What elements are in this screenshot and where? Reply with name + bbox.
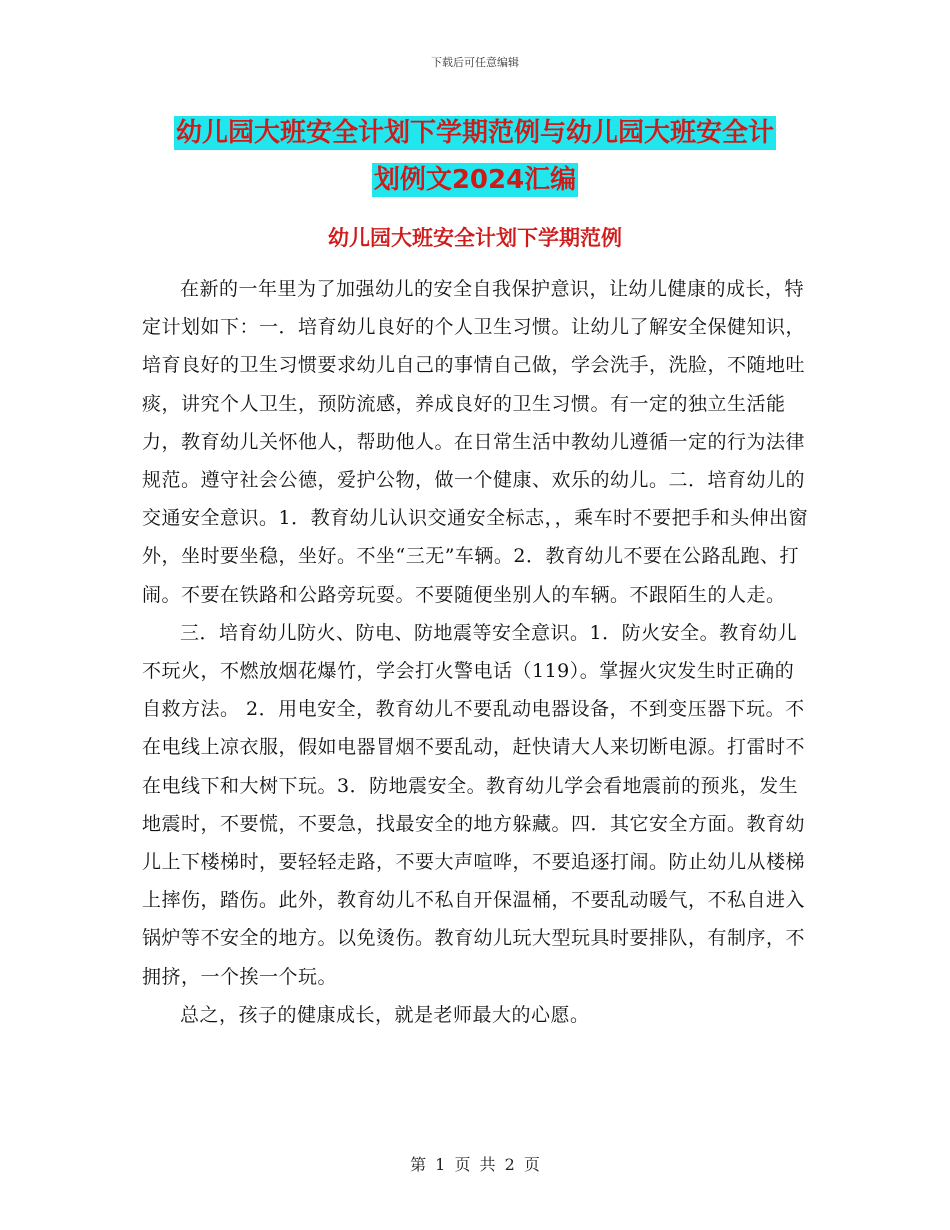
paragraph-1: 在新的一年里为了加强幼儿的安全自我保护意识，让幼儿健康的成长，特定计划如下：一．培育幼儿良好的个人卫生习惯。让幼儿了解安全保健知识，培育良好的卫生习惯要求幼儿自己的事情自己做，学会洗手，洗脸，不随地吐痰，讲究个人卫生，预防流感，养成良好的卫生习惯。有一定的独立生活能力，教育幼儿关怀他人，帮助他人。在日常生活中教幼儿遵循一定的行为法律规范。遵守社会公德，爱护公物，做一个健康、欢乐的幼儿。二．培育幼儿的交通安全意识。1．教育幼儿认识交通安全标志，，乘车时不要把手和头伸出窗外，坐时要坐稳，坐好。不坐“三无”车辆。2．教育幼儿不要在公路乱跑、打闹。不要在铁路和公路旁玩耍。不要随便坐别人的车辆。不跟陌生的人走。: [142, 278, 809, 606]
header-note: 下载后可任意编辑: [431, 56, 519, 69]
title-line-1: 幼儿园大班安全计划下学期范例与幼儿园大班安全计: [175, 118, 774, 148]
document-title: [0, 110, 950, 204]
paragraph-3: 总之，孩子的健康成长，就是老师最大的心愿。: [180, 1003, 590, 1026]
paragraph-2: 三．培育幼儿防火、防电、防地震等安全意识。1．防火安全。教育幼儿不玩火，不燃放烟花爆竹，学会打火警电话（119）。掌握火灾发生时正确的自救方法。 2．用电安全，教育幼儿不要乱动电器设备，不到变压器下玩。不在电线上凉衣服，假如电器冒烟不要乱动，赶快请大人来切断电源。打雷时不在电线下和大树下玩。3．防地震安全。教育幼儿学会看地震前的预兆，发生地震时，不要慌，不要急，找最安全的地方躲藏。四．其它安全方面。教育幼儿上下楼梯时，要轻轻走路，不要大声喧哗，不要追逐打闹。防止幼儿从楼梯上摔伤，踏伤。此外，教育幼儿不私自开保温桶，不要乱动暖气，不私自进入锅炉等不安全的地方。以免烫伤。教育幼儿玩大型玩具时要排队，有制序，不拥挤，一个挨一个玩。: [142, 621, 806, 988]
section-title: 幼儿园大班安全计划下学期范例: [328, 226, 622, 250]
title-line-2: 划例文2024汇编: [373, 165, 577, 195]
page-footer: 第 1 页 共 2 页: [410, 1155, 540, 1174]
body-text: [142, 270, 812, 1034]
